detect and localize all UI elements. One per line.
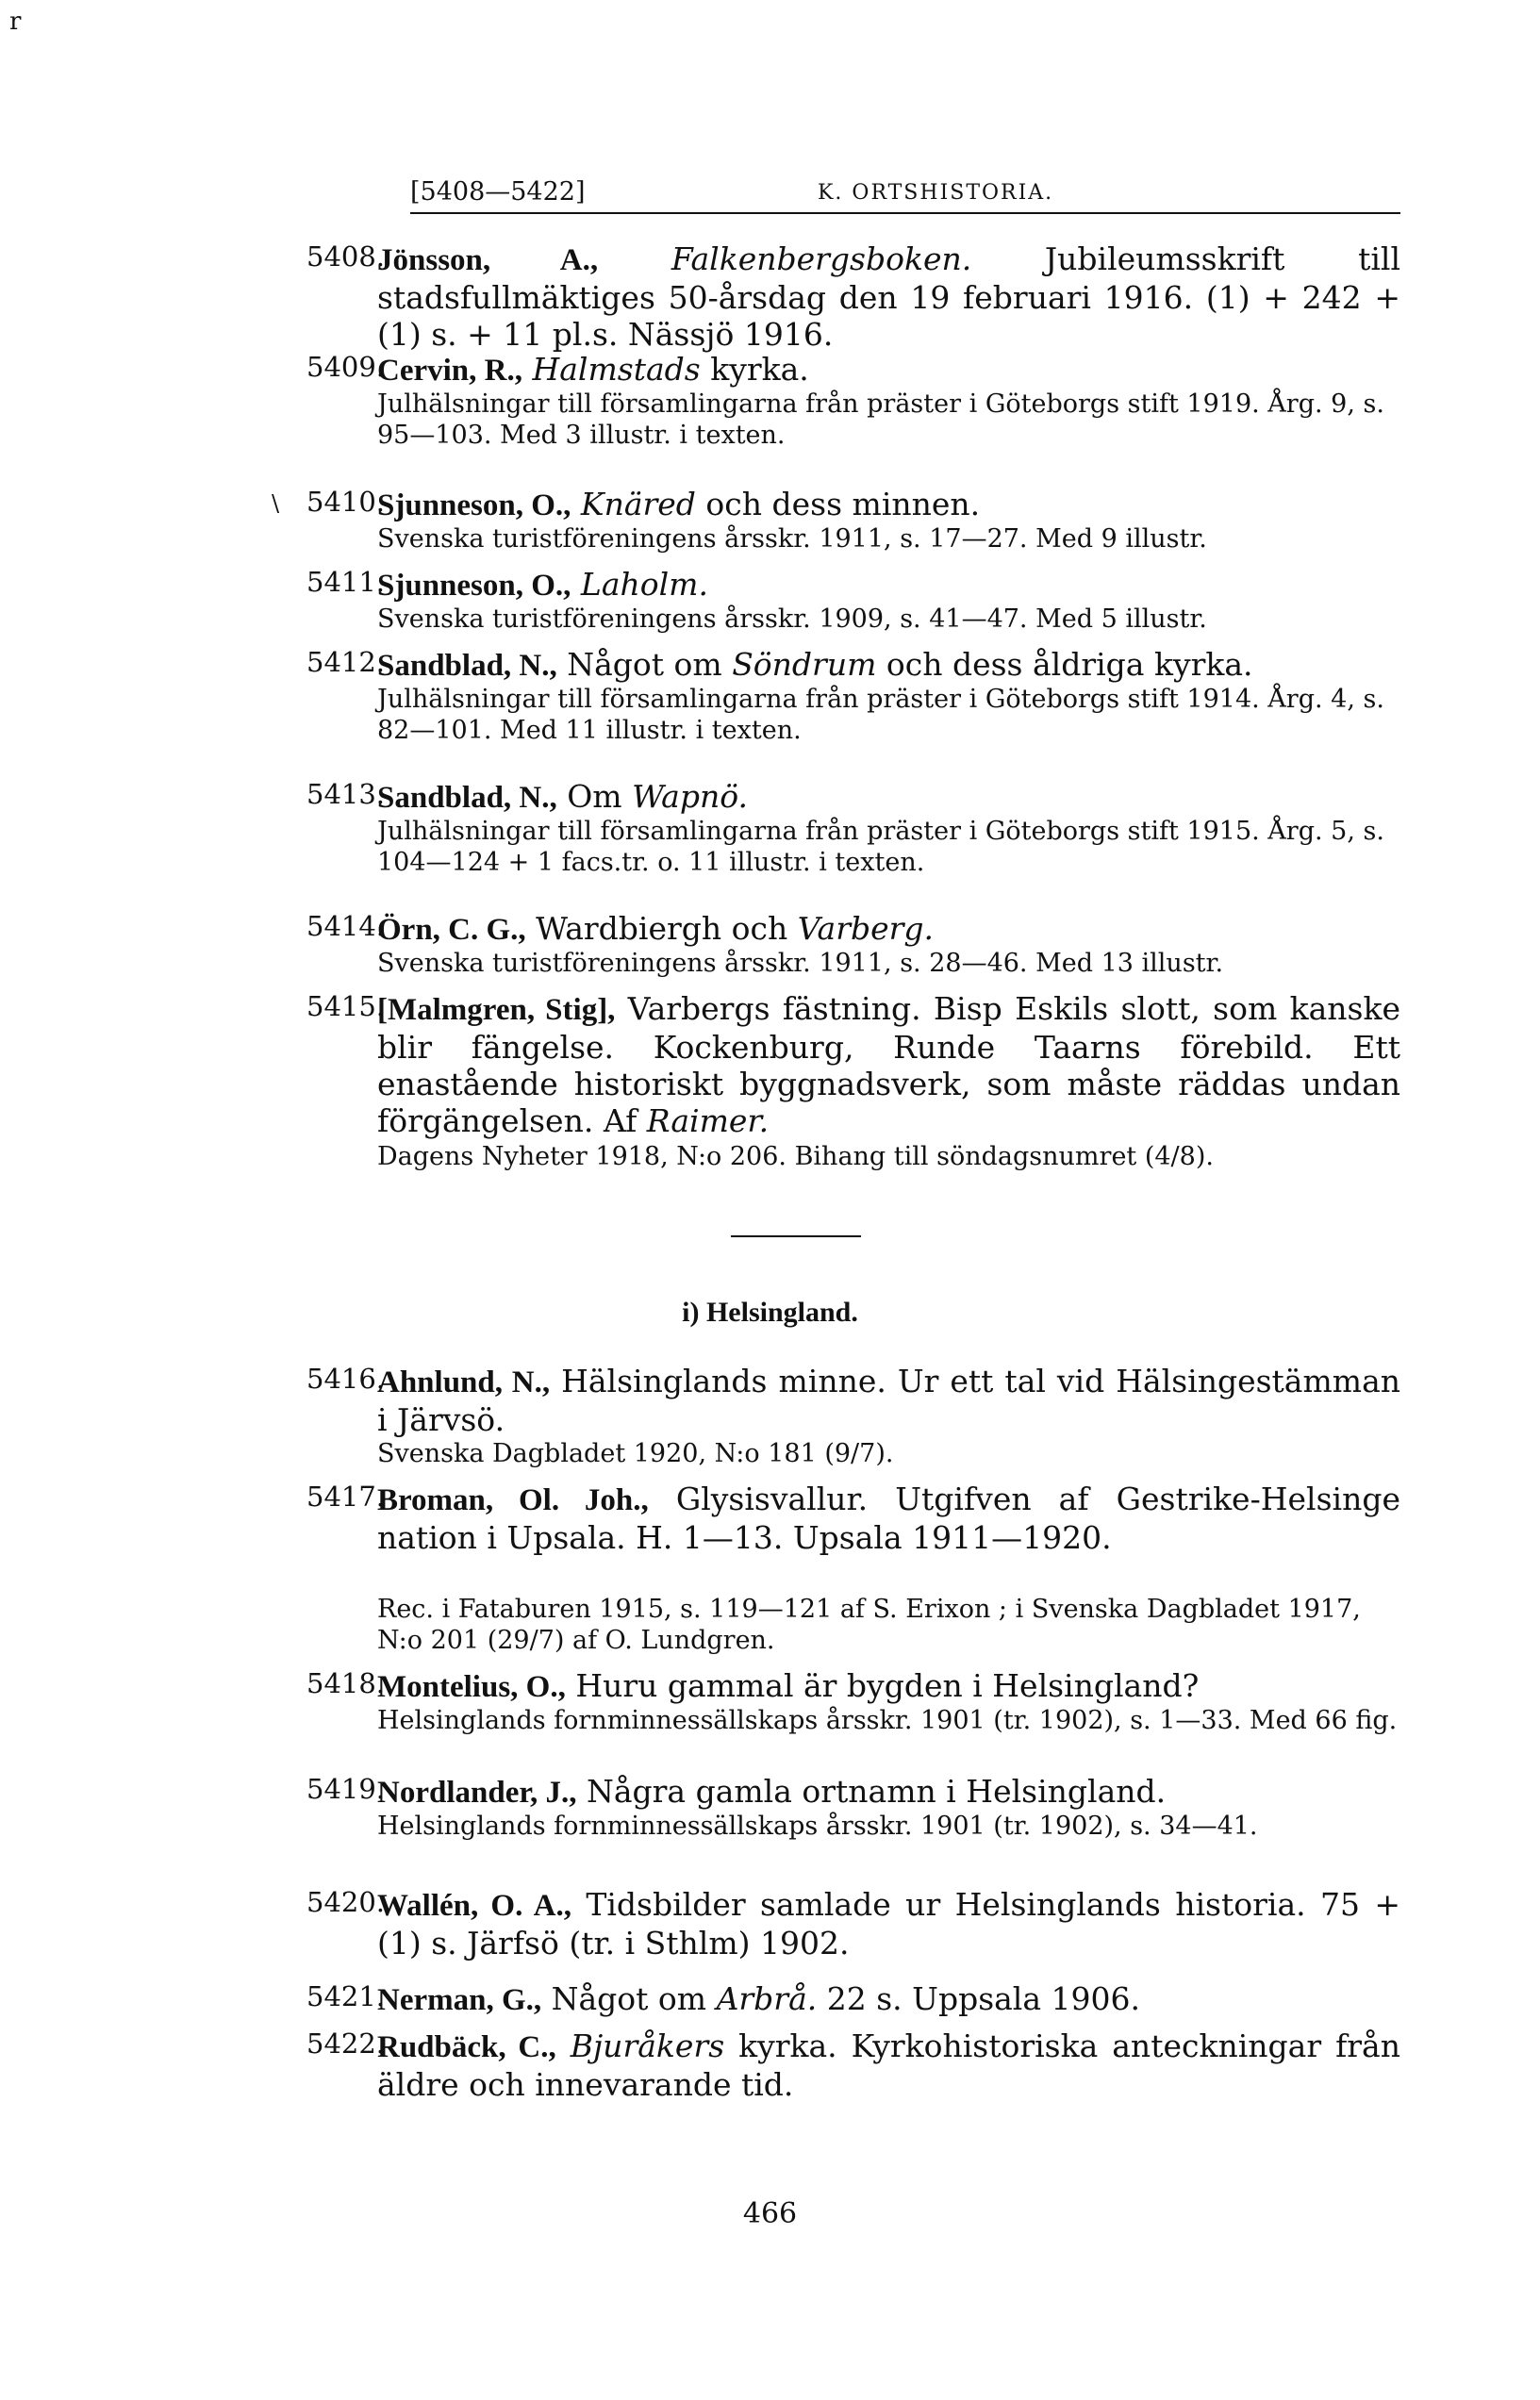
- entry-title: Knäred: [580, 486, 696, 522]
- entry-text: Några gamla ortnamn i Helsingland.: [576, 1773, 1167, 1810]
- entry-note: Svenska turistföreningens årsskr. 1911, s. 17—27. Med 9 illustr.: [377, 524, 1207, 554]
- entry-number: 5415.: [306, 990, 386, 1022]
- entry-note: Rec. i Fataburen 1915, s. 119—121 af S. Erixon ; i Svenska Dagbladet 1917, N:o 201 (29/7) af O. Lundgren.: [377, 1595, 1361, 1655]
- entry-author: Örn, C. G.,: [377, 913, 526, 947]
- entry-number: 5422.: [306, 2028, 386, 2060]
- entry-title: Raimer.: [646, 1102, 770, 1139]
- page-number: 466: [742, 2197, 798, 2230]
- entry-text: Varbergs fästning. Bisp Eskils slott, som kanske blir fängelse. Kockenburg, Runde Taarns förebild. Ett enastående historiskt byggnadsverk, som måste räddas undan förgängelsen. Af: [377, 990, 1400, 1139]
- entry-text: Något om: [541, 1980, 717, 2017]
- entry-number: 5416.: [306, 1363, 386, 1395]
- entry-author: Montelius, O.,: [377, 1670, 566, 1704]
- margin-mark: \: [272, 490, 280, 517]
- entry-body: [377, 1773, 1400, 1812]
- entry-body: [377, 1980, 1400, 2019]
- entry-note: Dagens Nyheter 1918, N:o 206. Bihang till söndagsnumret (4/8).: [377, 1142, 1214, 1171]
- entry-author: Nordlander, J.,: [377, 1776, 577, 1810]
- entry-author: Ahnlund, N.,: [377, 1366, 551, 1399]
- entry-details: 22 s. Uppsala 1906.: [817, 1980, 1140, 2017]
- entry-author: Sandblad, N.,: [377, 781, 557, 815]
- entry-note: Helsinglands fornminnessällskaps årsskr. 1901 (tr. 1902), s. 34—41.: [377, 1812, 1258, 1841]
- entry-body: [377, 1667, 1400, 1706]
- entry-details: och dess åldriga kyrka.: [876, 646, 1253, 683]
- entry-note: Julhälsningar till församlingarna från präster i Göteborgs stift 1914. Årg. 4, s. 82—101. Med 11 illustr. i texten.: [377, 685, 1384, 745]
- entry-body: [377, 1481, 1400, 1556]
- entry-note: Julhälsningar till församlingarna från präster i Göteborgs stift 1915. Årg. 5, s. 104—124 + 1 facs.tr. o. 11 illustr. i texten.: [377, 817, 1384, 877]
- entry-note: Svenska turistföreningens årsskr. 1909, s. 41—47. Med 5 illustr.: [377, 604, 1207, 634]
- entry-number: 5414.: [306, 910, 386, 942]
- entry-number: 5418.: [306, 1667, 386, 1699]
- entry-details: kyrka.: [700, 351, 809, 388]
- header-entry-range: [5408—5422]: [410, 177, 586, 207]
- entry-title: Halmstads: [532, 351, 701, 388]
- entry-author: Wallén, O. A.,: [377, 1889, 571, 1923]
- entry-author: Jönsson, A.,: [377, 243, 599, 277]
- entry-text: Om: [556, 778, 633, 815]
- entry-body: [377, 990, 1400, 1139]
- entry-number: 5408.: [306, 240, 386, 273]
- entry-title: Falkenbergsboken.: [671, 240, 972, 277]
- entry-title: Laholm.: [580, 566, 708, 603]
- entry-number: 5412.: [306, 646, 386, 678]
- subsection-heading: i) Helsingland.: [682, 1297, 858, 1328]
- entry-details: Jubileumsskrift till stadsfullmäktiges 50-årsdag den 19 februari 1916. (1) + 242 + (1) s. + 11 pl.s. Nässjö 1916.: [377, 240, 1400, 353]
- entry-title: Wapnö.: [632, 778, 748, 815]
- header-section-title: K. ORTSHISTORIA.: [818, 181, 1054, 205]
- entry-author: Sjunneson, O.,: [377, 488, 571, 522]
- entry-author: Sandblad, N.,: [377, 649, 557, 683]
- corner-mark: r: [9, 8, 22, 36]
- entry-body: [377, 351, 1400, 389]
- entry-body: [377, 910, 1400, 949]
- entry-title: Arbrå.: [716, 1980, 818, 2017]
- entry-author: [Malmgren, Stig],: [377, 993, 616, 1027]
- entry-body: [377, 1363, 1400, 1438]
- section-divider: [731, 1235, 861, 1237]
- header-rule: [410, 212, 1400, 214]
- entry-note: Helsinglands fornminnessällskaps årsskr. 1901 (tr. 1902), s. 1—33. Med 66 fig.: [377, 1706, 1398, 1735]
- entry-body: [377, 240, 1400, 353]
- entry-body: [377, 2028, 1400, 2103]
- entry-author: Nerman, G.,: [377, 1983, 542, 2017]
- entry-author: Cervin, R.,: [377, 354, 522, 388]
- entry-text: Huru gammal är bygden i Helsingland?: [565, 1667, 1200, 1704]
- entry-details: och dess minnen.: [695, 486, 981, 522]
- entry-text: Wardbiergh och: [525, 910, 798, 947]
- entry-note: Svenska Dagbladet 1920, N:o 181 (9/7).: [377, 1439, 894, 1468]
- entry-number: 5419.: [306, 1773, 386, 1805]
- entry-number: 5413.: [306, 778, 386, 810]
- entry-body: [377, 566, 1400, 604]
- entry-text: Tidsbilder samlade ur Helsinglands historia. 75 + (1) s. Järfsö (tr. i Sthlm) 1902.: [377, 1886, 1400, 1961]
- entry-body: [377, 1886, 1400, 1961]
- entry-text: Hälsinglands minne. Ur ett tal vid Hälsingestämman i Järvsö.: [377, 1363, 1400, 1438]
- entry-number: 5411.: [306, 566, 386, 598]
- entry-author: Sjunneson, O.,: [377, 569, 571, 603]
- entry-body: [377, 778, 1400, 817]
- entry-number: 5421.: [306, 1980, 386, 2012]
- entry-title: Bjuråkers: [570, 2028, 725, 2064]
- entry-number: 5420.: [306, 1886, 386, 1918]
- entry-body: [377, 486, 1400, 524]
- entry-note: Julhälsningar till församlingarna från präster i Göteborgs stift 1919. Årg. 9, s. 95—103. Med 3 illustr. i texten.: [377, 389, 1384, 450]
- entry-text: Glysisvallur. Utgifven af Gestrike-Helsinge nation i Upsala. H. 1—13. Upsala 1911—1920.: [377, 1481, 1400, 1556]
- entry-author: Broman, Ol. Joh.,: [377, 1483, 649, 1517]
- entry-text: [556, 2028, 571, 2064]
- running-header: [410, 177, 1400, 215]
- entry-body: [377, 646, 1400, 685]
- entry-number: 5409.: [306, 351, 386, 383]
- entry-author: Rudbäck, C.,: [377, 2030, 556, 2064]
- entry-text: Något om: [556, 646, 733, 683]
- entry-note: Svenska turistföreningens årsskr. 1911, s. 28—46. Med 13 illustr.: [377, 949, 1224, 978]
- entry-title: Söndrum: [732, 646, 877, 683]
- entry-details: kyrka. Kyrkohistoriska anteckningar från äldre och innevarande tid.: [377, 2028, 1400, 2103]
- entry-number: 5417.: [306, 1481, 386, 1513]
- entry-number: 5410.: [306, 486, 386, 518]
- entry-title: Varberg.: [797, 910, 935, 947]
